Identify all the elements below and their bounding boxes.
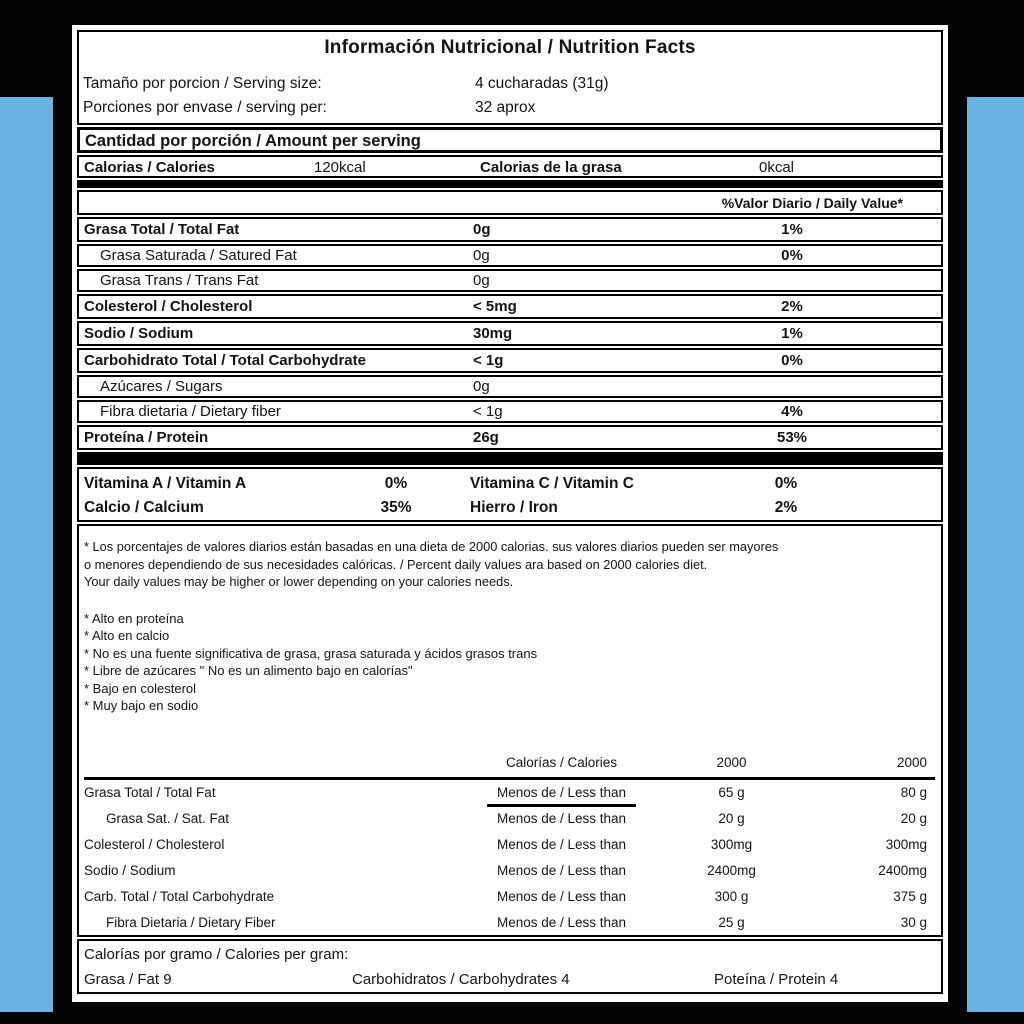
- reference-value-2000: 2400mg: [707, 863, 756, 879]
- reference-condition-text: Menos de / Less than: [496, 889, 627, 905]
- claim-line: * Bajo en colesterol: [84, 680, 197, 696]
- serving-row-label: Tamaño por porcion / Serving size:: [83, 75, 322, 92]
- reference-name: Grasa Sat. / Sat. Fat: [106, 811, 230, 827]
- reference-name: Colesterol / Cholesterol: [84, 837, 225, 853]
- nutrient-name: Colesterol / Cholesterol: [84, 298, 253, 315]
- reference-value-2000-b: 20 g: [900, 811, 927, 827]
- reference-condition-text: Menos de / Less than: [496, 863, 627, 879]
- reference-value-2000-b: 2400mg: [878, 863, 927, 879]
- nutrient-row: [77, 244, 943, 267]
- nutrient-row: [77, 321, 943, 346]
- reference-header-2000-a: 2000: [716, 755, 747, 771]
- calories-per-gram-heading: Calorías por gramo / Calories per gram:: [84, 946, 349, 963]
- claim-line: * No es una fuente significativa de grasa, grasa saturada y ácidos grasos trans: [84, 645, 538, 661]
- vitamin-row: [84, 496, 941, 520]
- claim-line: * Alto en proteína: [84, 610, 184, 626]
- reference-table-header: [84, 753, 935, 780]
- nutrient-amount: 0g: [473, 378, 490, 395]
- nutrient-name: Proteína / Protein: [84, 429, 209, 446]
- daily-value-heading: %Valor Diario / Daily Value*: [77, 190, 943, 215]
- nutrient-daily-value: 1%: [781, 325, 803, 342]
- vitamin-name: Vitamina C / Vitamin C: [470, 475, 634, 492]
- serving-row-value: 32 aprox: [475, 99, 536, 116]
- serving-row-value: 4 cucharadas (31g): [475, 75, 609, 92]
- fat-calories-value: 0kcal: [759, 159, 795, 176]
- calories-per-gram-box: [77, 939, 943, 994]
- reference-row: [84, 910, 935, 936]
- reference-condition: [459, 910, 664, 936]
- header-box: [77, 30, 943, 125]
- vitamin-name: Calcio / Calcium: [84, 499, 204, 516]
- reference-value-2000: 300 g: [714, 889, 749, 905]
- claims-list: [84, 610, 935, 716]
- claim-line: * Muy bajo en sodio: [84, 698, 199, 714]
- nutrient-amount: 0g: [473, 247, 490, 264]
- nutrient-amount: < 1g: [473, 403, 503, 420]
- vitamin-name: Hierro / Iron: [470, 499, 558, 516]
- reference-condition: [459, 884, 664, 910]
- reference-value-2000-b: 80 g: [900, 785, 927, 801]
- nutrient-name: Azúcares / Sugars: [100, 378, 223, 395]
- reference-condition: [459, 832, 664, 858]
- vitamin-value: 0%: [384, 475, 408, 492]
- reference-header-calories: Calorías / Calories: [505, 755, 618, 771]
- nutrient-name: Sodio / Sodium: [84, 325, 194, 342]
- nutrient-amount: 0g: [473, 272, 490, 289]
- calories-value: 120kcal: [314, 159, 366, 176]
- footnote-line: o menores dependiendo de sus necesidades calóricas. / Percent daily values ara based on 2000 calories diet.: [84, 556, 708, 572]
- reference-condition-text: Menos de / Less than: [496, 915, 627, 931]
- vitamin-value: 35%: [380, 499, 412, 516]
- calories-row: [77, 155, 943, 178]
- vitamins-box: [77, 467, 943, 522]
- thick-divider: [77, 452, 943, 465]
- nutrient-name: Carbohidrato Total / Total Carbohydrate: [84, 352, 366, 369]
- fat-calories-label: Calorias de la grasa: [480, 159, 622, 176]
- amount-per-serving-heading: Cantidad por porción / Amount per serving: [77, 127, 943, 153]
- label-white-rim: [72, 25, 948, 1002]
- serving-rows: [83, 72, 937, 120]
- nutrient-row: [77, 294, 943, 319]
- nutrient-row: [77, 269, 943, 292]
- label-content: [77, 30, 943, 997]
- nutrient-name: Grasa Trans / Trans Fat: [100, 272, 259, 289]
- nutrition-title: Información Nutricional / Nutrition Facts: [324, 37, 696, 58]
- vitamin-name: Vitamina A / Vitamin A: [84, 475, 247, 492]
- reference-condition-text: Menos de / Less than: [496, 837, 627, 853]
- nutrient-daily-value: 53%: [776, 429, 808, 446]
- footnote-line: Your daily values may be higher or lower depending on your calories needs.: [84, 574, 514, 589]
- nutrient-row: [77, 348, 943, 373]
- reference-value-2000-b: 30 g: [900, 915, 927, 931]
- calories-per-gram-item: Poteína / Protein 4: [714, 971, 839, 988]
- reference-value-2000: 300mg: [710, 837, 753, 853]
- nutrient-name: Grasa Saturada / Satured Fat: [100, 247, 297, 264]
- vitamin-row: [84, 472, 941, 496]
- nutrient-daily-value: [643, 271, 941, 290]
- reference-condition-text: Menos de / Less than: [496, 811, 627, 827]
- bottom-black-band: [0, 1012, 1024, 1024]
- reference-row: [84, 832, 935, 858]
- reference-condition: [459, 780, 664, 807]
- reference-value-2000: 20 g: [718, 811, 745, 827]
- reference-value-2000: 25 g: [718, 915, 745, 931]
- footnote-paragraph: [84, 538, 935, 591]
- reference-header-spacer: [84, 753, 459, 777]
- nutrient-daily-value: 1%: [781, 221, 803, 238]
- nutrient-amount: < 1g: [473, 352, 504, 369]
- calories-per-gram-item: Grasa / Fat 9: [84, 971, 172, 988]
- label-frame: [53, 0, 967, 1012]
- reference-condition: [459, 858, 664, 884]
- reference-row: [84, 858, 935, 884]
- claim-line: * Alto en calcio: [84, 628, 170, 644]
- thick-divider: [77, 180, 943, 188]
- reference-table: [84, 753, 935, 936]
- nutrient-daily-value: 2%: [781, 298, 803, 315]
- nutrient-row: [77, 425, 943, 450]
- nutrient-daily-value: [643, 377, 941, 396]
- reference-row: [84, 806, 935, 832]
- serving-row-label: Porciones por envase / serving per:: [83, 99, 327, 116]
- reference-header-2000-b: 2000: [896, 755, 927, 771]
- calories-per-gram-item: Carbohidratos / Carbohydrates 4: [352, 971, 570, 988]
- reference-row: [84, 884, 935, 910]
- nutrient-daily-value: 4%: [781, 403, 803, 420]
- nutrient-daily-value: 0%: [781, 352, 803, 369]
- reference-name: Grasa Total / Total Fat: [84, 785, 216, 801]
- nutrient-amount: 30mg: [473, 325, 513, 342]
- footnote-box: [77, 524, 943, 937]
- calories-per-gram-values: [84, 969, 941, 990]
- serving-row: [83, 72, 937, 96]
- reference-name: Carb. Total / Total Carbohydrate: [84, 889, 275, 905]
- reference-table-rows: [84, 780, 935, 936]
- nutrient-amount: 26g: [473, 429, 499, 446]
- reference-row: [84, 780, 935, 806]
- nutrient-row: [77, 375, 943, 398]
- reference-name: Sodio / Sodium: [84, 863, 176, 879]
- nutrient-name: Grasa Total / Total Fat: [84, 221, 240, 238]
- nutrient-row: [77, 217, 943, 242]
- nutrient-name: Fibra dietaria / Dietary fiber: [100, 403, 281, 420]
- reference-value-2000-b: 375 g: [893, 889, 927, 905]
- footnote-line: * Los porcentajes de valores diarios están basadas en una dieta de 2000 calorias. sus valores diarios pueden ser mayores: [84, 539, 779, 554]
- vitamin-value: 2%: [774, 499, 798, 516]
- claim-line: * Libre de azúcares " No es un alimento bajo en calorías": [84, 663, 413, 679]
- reference-value-2000-b: 300mg: [885, 837, 927, 853]
- reference-value-2000: 65 g: [718, 785, 745, 801]
- reference-condition: [459, 806, 664, 832]
- nutrient-row: [77, 400, 943, 423]
- nutrient-amount: 0g: [473, 221, 491, 238]
- calories-label: Calorias / Calories: [84, 159, 215, 176]
- nutrient-daily-value: 0%: [781, 247, 803, 264]
- reference-condition-text: Menos de / Less than: [487, 781, 636, 807]
- vitamin-value: 0%: [774, 475, 798, 492]
- serving-row: [83, 96, 937, 120]
- nutrient-amount: < 5mg: [473, 298, 517, 315]
- reference-name: Fibra Dietaria / Dietary Fiber: [106, 915, 276, 931]
